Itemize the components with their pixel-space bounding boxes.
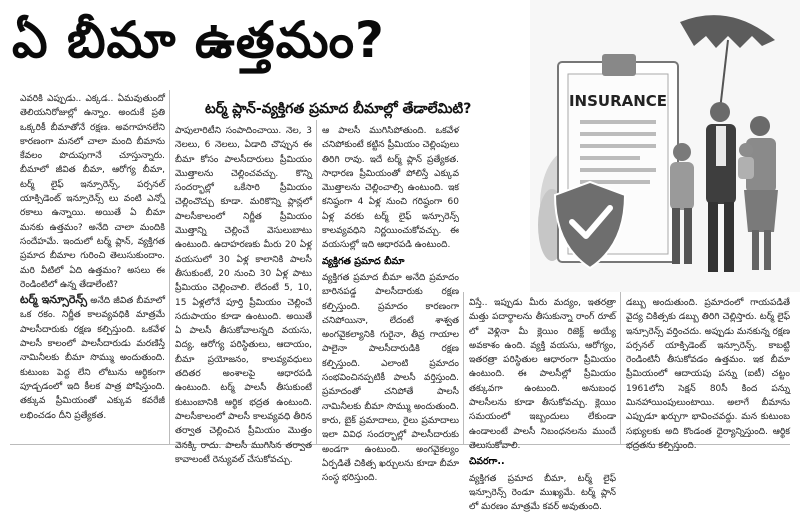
section-heading-accident-insurance: వ్యక్తిగత ప్రమాద బీమా [322,255,405,267]
term-insurance-body: అనేది జీవిత బీమాలో ఒక రకం. నిర్ణీత కాలవ్యవధికి మాత్రమే పాలసీదారుకు రక్షణ కల్పిస్తుంది. ఒకవేళ పాలసీ కాలంలో పాలసీదారుడు మరణిస్తే నామినీలకు బీమా సొమ్ము అందుతుంది. కుటుంబ పెద్ద లేని లోటును ఆర్థికంగా పూడ్చడంలో ఇది కీలక పాత్ర పోషిస్తుంది. తక్కువ ప్రీమియంతో ఎక్కువ కవరేజీ లభించడం దీని ప్రత్యేకత. [20,296,166,421]
column3-paragraph-2: వ్యక్తిగత ప్రమాద బీమా అనేది ప్రమాదం బారినపడ్డ పాలసీదారుకు రక్షణ కల్పిస్తుంది. ప్రమాదం కారణంగా చనిపోయినా, లేదంటే శాశ్వత అంగవైకల్యానికి గురైనా, తీవ్ర గాయాల పాలైనా పాలసీదారుడికి రక్షణ కల్పిస్తుంది. ఎలాంటి ప్రమాదం సంభవించినప్పటికీ పాలసీ వర్తిస్తుంది. ప్రమాదంతో చనిపోతే పాలసీ నామినీలకు బీమా సొమ్ము అందుతుంది. కారు, బైక్ ప్రమాదాలు, రైలు ప్రమాదాలు ఇలా వివిధ సందర్భాల్లో పాలసీదారుకు అండగా ఉంటుంది. అంగవైకల్యం ఏర్పడితే చికిత్స ఖర్చులను కూడా బీమా సంస్థ భరిస్తుంది. [322,272,459,484]
column-divider [316,120,317,444]
article-column-3 [322,124,459,484]
article-column-4 [469,296,616,513]
article-column-1 [20,92,165,442]
insurance-label: INSURANCE [568,92,668,110]
column4-paragraph-1: విస్తే.. ఇప్పుడు మీరు మద్యం, ఇతరత్రా మత్తు పదార్థాలను తీసుకున్నా రాంగ్ రూట్ లో వెళ్లినా మీ క్లెయిం రిజెక్ట్ అయ్యే అవకాశం ఉంది. వ్యక్తి వయసు, ఆరోగ్యం, ఇతరత్రా పరిస్థితుల ఆధారంగా ప్రీమియం ఉంటుంది. ఈ పాలసీల్లో ప్రీమియం తక్కువగా ఉంటుంది. అనుబంధ పాలసీలను కూడా తీసుకోవచ్చు. క్లెయిం సమయంలో ఇబ్బందులు లేకుండా ఉండాలంటే పాలసీ నిబంధనలను ముందే తెలుసుకోవాలి. [469,298,616,451]
subheadline: టర్మ్ ప్లాన్-వ్యక్తిగత ప్రమాద బీమాల్లో తేడాలేమిటి? [205,101,472,117]
column-divider [463,292,464,444]
article-column-5 [626,296,790,451]
column5-paragraph: డబ్బు అందుతుంది. ప్రమాదంలో గాయపడితే వైద్య చికిత్సకు డబ్బు తిరిగి చెల్లిస్తారు. టర్మ్ లైఫ్ ఇన్సూరెన్స్ వర్తించదు. అప్పుడు మనకున్న రక్షణ పర్సనల్ యాక్సిడెంట్ ఇన్సూరెన్స్. కాబట్టి రెండింటినీ తీసుకోవడం ఉత్తమం. ఇక బీమా ప్రీమియంలో ఆదాయపు పన్ను (ఐటీ) చట్టం 1961లోని సెక్షన్ 80సీ కింద పన్ను మినహాయింపులుంటాయి. అలాగే బీమాను ఎప్పుడూ ఖర్చుగా భావించవద్దు. మన కుటుంబ సభ్యులకు అది కొండంత ధైర్యాన్నిస్తుంది. ఆర్థిక భద్రతను కల్పిస్తుంది. [626,298,790,451]
column-divider [169,90,170,444]
term-insurance-lead: టర్మ్ ఇన్సూరెన్స్ [20,293,88,307]
insurance-illustration [530,0,800,292]
column2-paragraph: పాపులారిటీని సంపాదించాయి. నెల, 3 నెలలు, 6 నెలలు, ఏడాది చొప్పున ఈ బీమా కోసం పాలసీదారులు ప్రీమియం మొత్తాలను చెల్లించవచ్చు. కొన్ని సందర్భాల్లో ఒకేసారి ప్రీమియం చెల్లించొచ్చు కూడా. మరికొన్ని ప్లాన్లలో పాలసీకాలంలో నిర్ణీత ప్రీమియం మొత్తాన్ని చెల్లించే వెసులుబాటు ఉంటుంది. ఉదాహరణకు మీరు 20 ఏళ్ల వయసులో 30 ఏళ్ల కాలానికి పాలసీ తీసుకుంటే, 20 నుంచి 30 ఏళ్ల పాటు ప్రీమియం చెల్లించాలి. లేదంటే 5, 10, 15 ఏళ్లలోనే పూర్తి ప్రీమియం చెల్లించే సదుపాయం కూడా ఉంటుంది. అయితే ఏ పాలసీ తీసుకోవాలన్నది వయసు, విద్య, ఆరోగ్య పరిస్థితులు, ఆదాయం, బీమా ప్రయోజనం, కాలవ్యవధులు తదితర అంశాలపై ఆధారపడి ఉంటుంది. టర్మ్ పాలసీ తీసుకుంటే కుటుంబానికి ఆర్థిక భద్రత ఉంటుంది. పాలసీకాలంలో పాలసీ కాలవ్యవధి తీరిన తర్వాత చెల్లించిన ప్రీమియం మొత్తం వెనక్కి రాదు. పాలసీ ముగిసిన తర్వాత కావాలంటే రెన్యువల్ చేసుకోవచ్చు. [175,126,312,465]
column-divider [620,292,621,444]
column3-paragraph-1: ఆ పాలసీ ముగిసిపోతుంది. ఒకవేళ చనిపోకుంటే కట్టిన ప్రీమియం చెల్లింపులు తిరిగి రావు. ఇదే టర్మ్ ప్లాన్ ప్రత్యేకత. సాధారణ ప్రీమియంతో పోలిస్తే ఎక్కువ మొత్తాలను చెల్లించాల్సి ఉంటుంది. ఇక కనిష్ఠంగా 4 ఏళ్ల నుంచి గరిష్ఠంగా 60 ఏళ్ల వరకు టర్మ్ లైఫ్ ఇన్సూరెన్స్ కాలవ్యవధిని నిర్ణయించుకోవచ్చు. ఈ వయసుల్లో ఇది ఆధారపడి ఉంటుంది. [322,126,459,251]
article-column-2 [175,124,312,465]
column4-paragraph-2: వ్యక్తిగత ప్రమాద బీమా, టర్మ్ లైఫ్ ఇన్సూరెన్స్ రెండూ ముఖ్యమే. టర్మ్ ప్లాన్ లో మరణం మాత్రమే కవర్ అవుతుంది. [469,473,616,513]
section-heading-conclusion: చివరగా.. [469,456,505,468]
intro-paragraph: ఎవరికి ఎప్పుడు.. ఎక్కడ.. ఏమవుతుందో తెలియనిరోజుల్లో ఉన్నాం. అందుకే ప్రతి ఒక్కరికీ బీమాతోనే రక్షణ. అవగాహనలేని కారణంగా మనలో చాలా మంది బీమాను కేవలం పొదుపుగానే చూస్తున్నారు. బీమాలో జీవిత బీమా, ఆరోగ్య బీమా, టర్మ్ లైఫ్ ఇన్సూరెన్స్, పర్సనల్ యాక్సిడెంట్ ఇన్సూరెన్స్ లు వంటి ఎన్నో రకాలు ఉన్నాయి. అయితే ఏ బీమా మనకు ఉత్తమం? అనేది చాలా మందికి సందేహమే. ఇందులో టర్మ్ ప్లాన్, వ్యక్తిగత ప్రమాద బీమాల గురించి తెలుసుకుందాం. మరి వీటిలో ఏది ఉత్తమం? అసలు ఈ రెండింటిలో ఉన్న తేడాలేంటి? [20,94,165,290]
headline: ఏ బీమా ఉత్తమం? [12,11,385,69]
